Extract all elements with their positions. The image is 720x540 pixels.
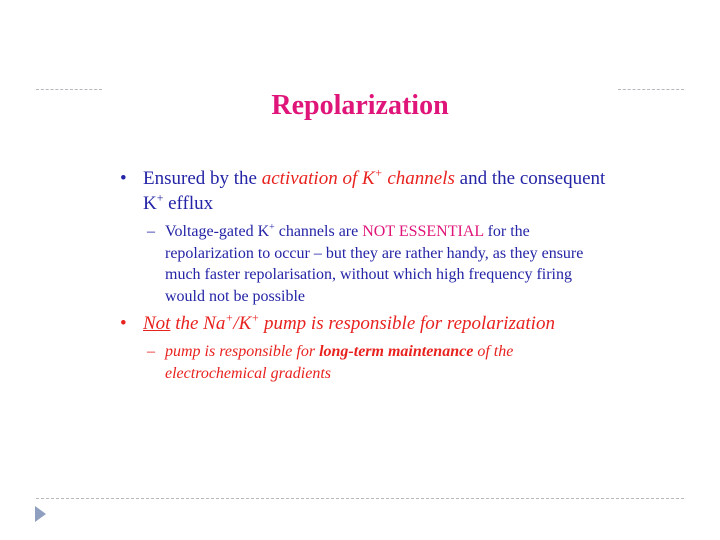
sub-2-text-b: of the electrochemical gradients [165,343,514,382]
bullet-2-text-b: /K [233,313,252,334]
bullet-1-text-b: and the consequent K [143,168,606,214]
sub-item-1 [120,221,610,307]
next-slide-arrow-icon[interactable] [35,506,46,522]
sub-dash: – [147,223,155,240]
sub-2-bold: long-term maintenance [319,343,474,360]
sub-1-text-a: Voltage-gated K [165,223,270,240]
bullet-point: • [120,313,127,334]
bullet-item-1 [120,166,610,216]
bottom-divider [36,498,684,499]
sub-dash: – [147,343,155,360]
bullet-2-sup-a: + [225,311,234,325]
sub-1-text-c: for the repolarization to occur – but they are rather handy, as they ensure much faster repolarisation, without which high frequency firing would not be possible [165,223,584,305]
bullet-1-sup-a: + [374,166,383,180]
slide-title: Repolarization [271,90,449,121]
bullet-2-sup-b: + [251,311,260,325]
bullet-1-emphasis [262,168,455,189]
sub-2-text-a: pump is responsible for [165,343,320,360]
sub-1-text-b: channels are [274,223,363,240]
sub-1-not-essential: NOT ESSENTIAL [362,223,484,240]
bullet-2-not: Not [143,313,171,334]
bullet-1-emphasis-a: activation of K [261,168,375,189]
bullet-1-emphasis-b: channels [382,168,455,189]
bullet-point: • [120,168,127,189]
bullet-item-2 [120,311,610,336]
slide-content [120,166,610,384]
bullet-1-text-c: efflux [163,193,214,214]
bullet-2-text-c: pump is responsible for repolarization [259,313,555,334]
sub-item-2 [120,341,610,384]
bullet-2-text-a: the Na [170,313,226,334]
sub-1-sup: + [269,221,275,233]
bullet-1-text-a: Ensured by the [143,168,262,189]
bullet-1-sup-b: + [156,191,164,205]
